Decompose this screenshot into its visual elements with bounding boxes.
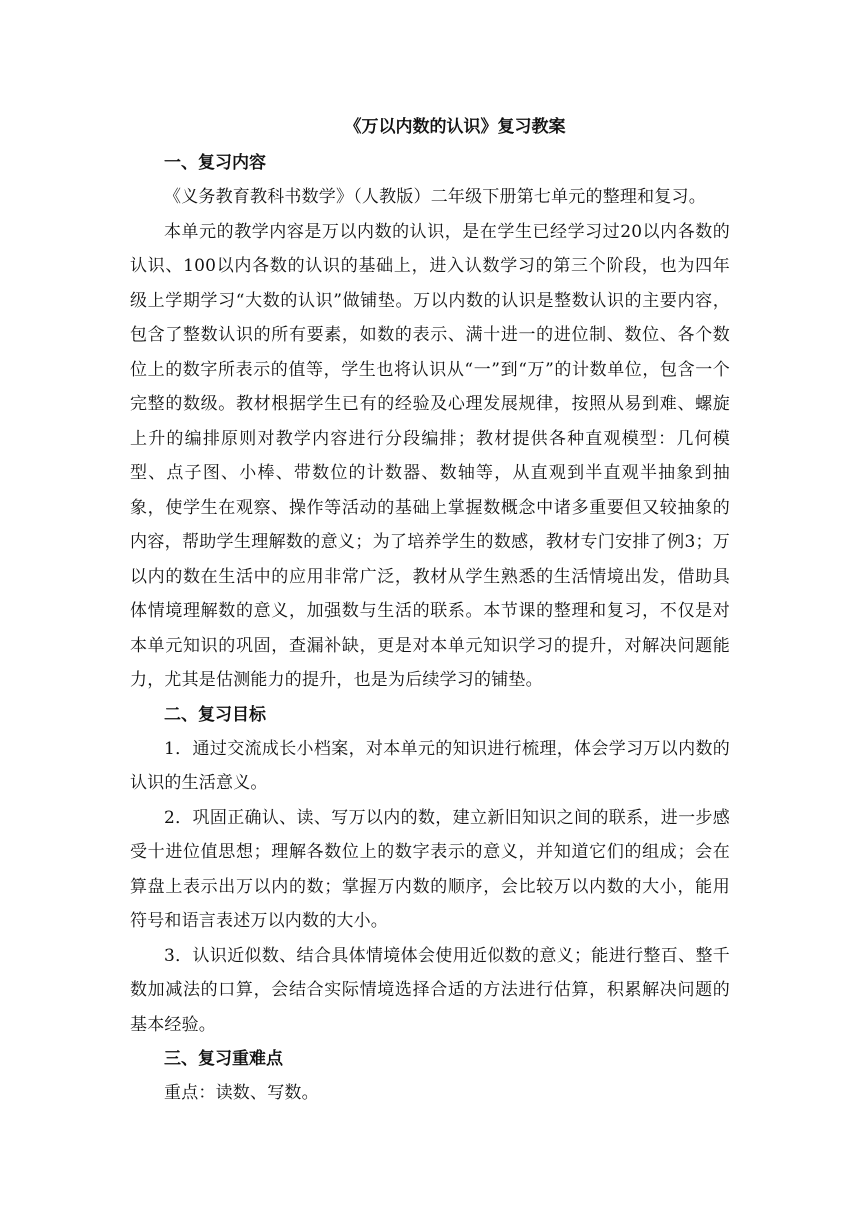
paragraph: 3．认识近似数、结合具体情境体会使用近似数的意义；能进行整百、整千数加减法的口算，会结合实际情境选择合适的方法进行估算，积累解决问题的基本经验。	[130, 945, 730, 1035]
section-heading: 三、复习重难点	[164, 1049, 283, 1069]
paragraph: 1．通过交流成长小档案，对本单元的知识进行梳理，体会学习万以内数的认识的生活意义。	[130, 738, 730, 793]
section-heading: 二、复习目标	[164, 704, 266, 725]
section-review-goals	[130, 698, 730, 1043]
section-heading: 一、复习内容	[164, 153, 266, 173]
paragraph: 重点：读数、写数。	[164, 1083, 319, 1103]
section-review-content	[130, 146, 730, 698]
document-title: 《万以内数的认识》复习教案	[344, 117, 566, 137]
section-key-points	[130, 1042, 730, 1111]
paragraph: 本单元的教学内容是万以内数的认识，是在学生已经学习过20以内各数的认识、100以内各数的认识的基础上，进入认数学习的第三个阶段，也为四年级上学期学习“大数的认识”做铺垫。万以内数的认识是整数认识的主要内容，包含了整数认识的所有要素，如数的表示、满十进一的进位制、数位、各个数位上的数字所表示的值等，学生也将认识从“一”到“万”的计数单位，包含一个完整的数级。教材根据学生已有的经验及心理发展规律，按照从易到难、螺旋上升的编排原则对教学内容进行分段编排；教材提供各种直观模型：几何模型、点子图、小棒、带数位的计数器、数轴等，从直观到半直观半抽象到抽象，使学生在观察、操作等活动的基础上掌握数概念中诸多重要但又较抽象的内容，帮助学生理解数的意义；为了培养学生的数感，教材专门安排了例3；万以内的数在生活中的应用非常广泛，教材从学生熟悉的生活情境出发，借助具体情境理解数的意义，加强数与生活的联系。本节课的整理和复习，不仅是对本单元知识的巩固，查漏补缺，更是对本单元知识学习的提升，对解决问题能力，尤其是估测能力的提升，也是为后续学习的铺垫。	[130, 221, 730, 690]
paragraph: 2．巩固正确认、读、写万以内的数，建立新旧知识之间的联系，进一步感受十进位值思想；理解各数位上的数字表示的意义，并知道它们的组成；会在算盘上表示出万以内的数；掌握万内数的顺序，会比较万以内数的大小，能用符号和语言表述万以内数的大小。	[130, 807, 730, 931]
paragraph: 《义务教育教科书数学》（人教版）二年级下册第七单元的整理和复习。	[164, 187, 706, 207]
document-page	[130, 110, 730, 1111]
